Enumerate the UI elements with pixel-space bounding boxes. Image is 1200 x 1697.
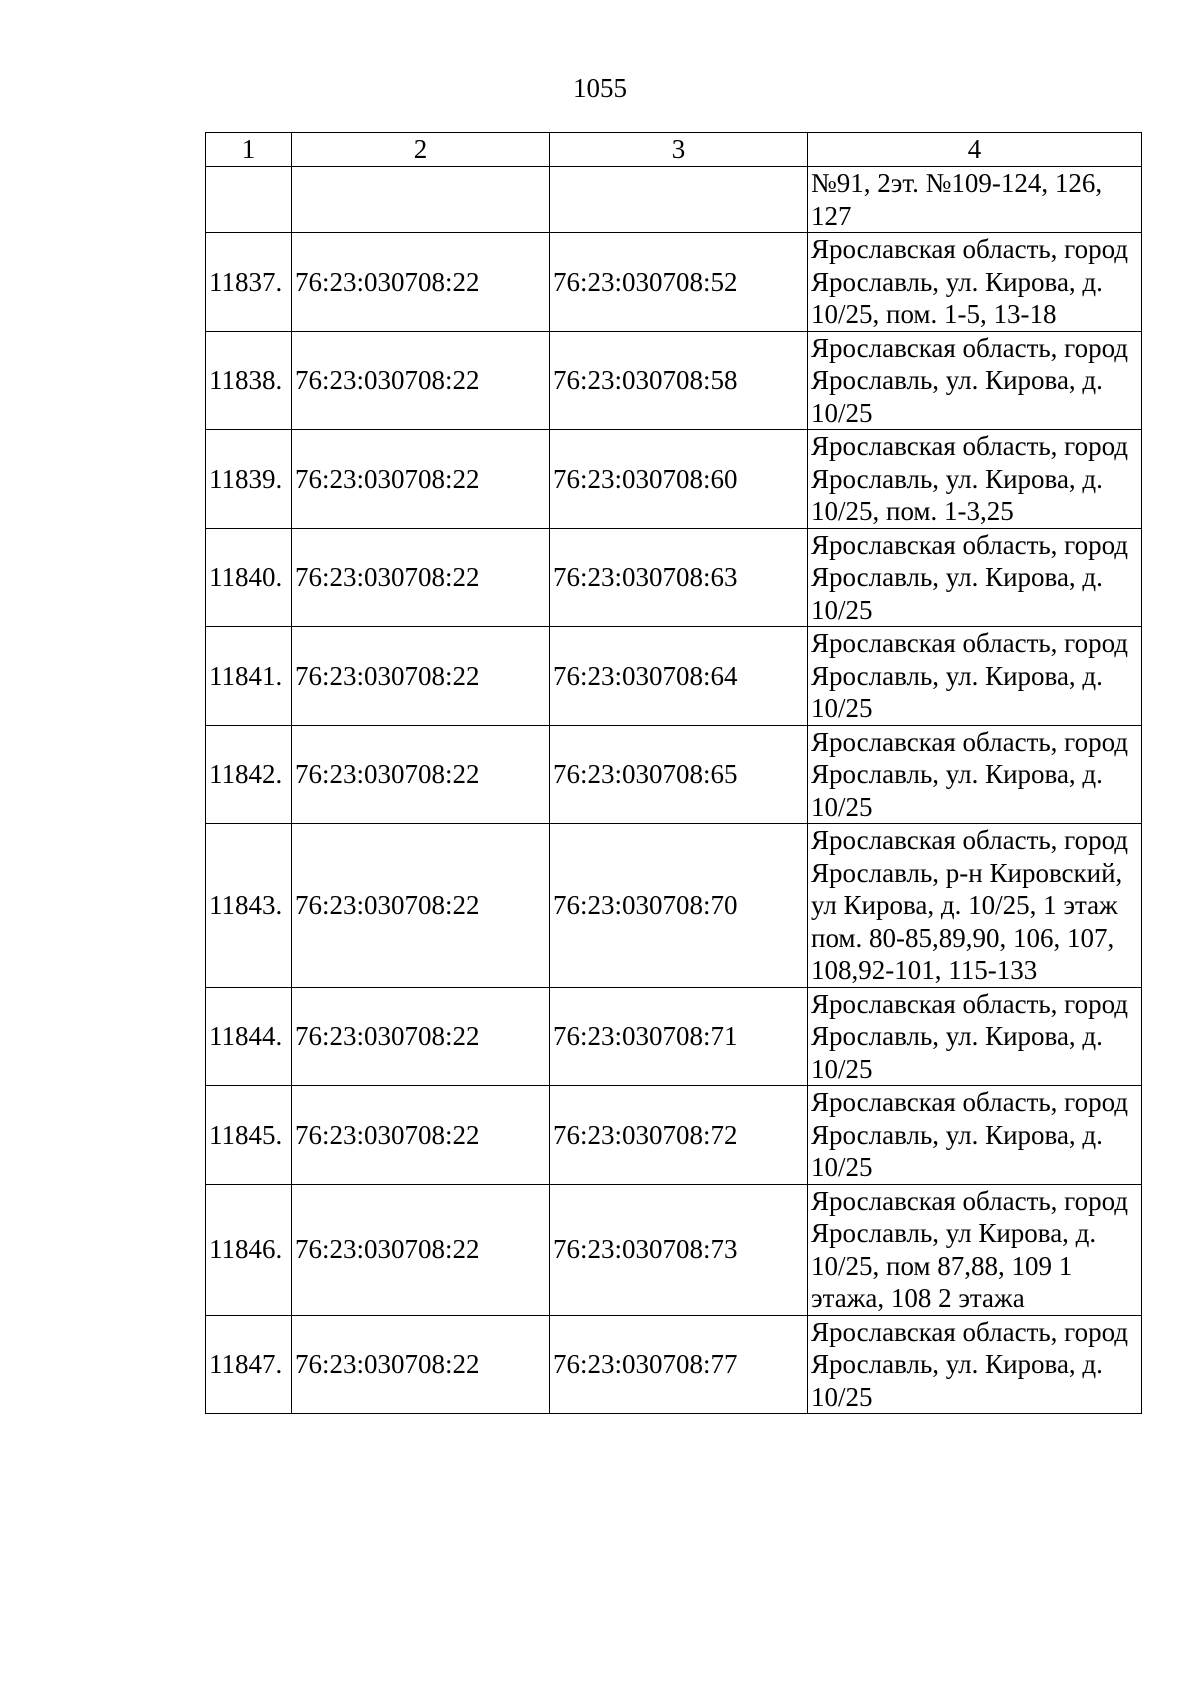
table-row <box>206 627 1142 726</box>
parcel-cadastral-number: 76:23:030708:22 <box>292 1086 550 1185</box>
row-number: 11845. <box>206 1086 292 1185</box>
address: Ярославская область, город Ярославль, ул. Кирова, д. 10/25, пом. 1-5, 13-18 <box>808 233 1142 332</box>
parcel-cadastral-number: 76:23:030708:22 <box>292 725 550 824</box>
object-cadastral-number: 76:23:030708:58 <box>550 331 808 430</box>
address: №91, 2эт. №109-124, 126, 127 <box>808 167 1142 233</box>
address: Ярославская область, город Ярославль, ул Кирова, д. 10/25, пом 87,88, 109 1 этажа, 108 2 этажа <box>808 1184 1142 1315</box>
parcel-cadastral-number: 76:23:030708:22 <box>292 627 550 726</box>
object-cadastral-number: 76:23:030708:73 <box>550 1184 808 1315</box>
continuation-row <box>206 167 1142 233</box>
parcel-cadastral-number: 76:23:030708:22 <box>292 824 550 988</box>
column-header-4: 4 <box>808 133 1142 167</box>
address: Ярославская область, город Ярославль, р-н Кировский, ул Кирова, д. 10/25, 1 этаж пом. 80-85,89,90, 106, 107, 108,92-101, 115-133 <box>808 824 1142 988</box>
object-cadastral-number <box>550 167 808 233</box>
object-cadastral-number: 76:23:030708:72 <box>550 1086 808 1185</box>
parcel-cadastral-number: 76:23:030708:22 <box>292 528 550 627</box>
table-row <box>206 528 1142 627</box>
row-number <box>206 167 292 233</box>
parcel-cadastral-number: 76:23:030708:22 <box>292 1184 550 1315</box>
table-row <box>206 1086 1142 1185</box>
row-number: 11843. <box>206 824 292 988</box>
address: Ярославская область, город Ярославль, ул. Кирова, д. 10/25 <box>808 528 1142 627</box>
row-number: 11840. <box>206 528 292 627</box>
column-header-3: 3 <box>550 133 808 167</box>
table-row <box>206 430 1142 529</box>
row-number: 11842. <box>206 725 292 824</box>
address: Ярославская область, город Ярославль, ул. Кирова, д. 10/25 <box>808 627 1142 726</box>
address: Ярославская область, город Ярославль, ул. Кирова, д. 10/25, пом. 1-3,25 <box>808 430 1142 529</box>
registry-table <box>205 132 1142 1414</box>
object-cadastral-number: 76:23:030708:60 <box>550 430 808 529</box>
parcel-cadastral-number: 76:23:030708:22 <box>292 1315 550 1414</box>
parcel-cadastral-number: 76:23:030708:22 <box>292 233 550 332</box>
parcel-cadastral-number <box>292 167 550 233</box>
parcel-cadastral-number: 76:23:030708:22 <box>292 331 550 430</box>
row-number: 11837. <box>206 233 292 332</box>
row-number: 11839. <box>206 430 292 529</box>
object-cadastral-number: 76:23:030708:52 <box>550 233 808 332</box>
row-number: 11846. <box>206 1184 292 1315</box>
row-number: 11841. <box>206 627 292 726</box>
object-cadastral-number: 76:23:030708:64 <box>550 627 808 726</box>
header-row <box>206 133 1142 167</box>
address: Ярославская область, город Ярославль, ул. Кирова, д. 10/25 <box>808 725 1142 824</box>
table-row <box>206 987 1142 1086</box>
table-row <box>206 233 1142 332</box>
address: Ярославская область, город Ярославль, ул. Кирова, д. 10/25 <box>808 987 1142 1086</box>
object-cadastral-number: 76:23:030708:77 <box>550 1315 808 1414</box>
table-row <box>206 331 1142 430</box>
address: Ярославская область, город Ярославль, ул. Кирова, д. 10/25 <box>808 1315 1142 1414</box>
row-number: 11844. <box>206 987 292 1086</box>
parcel-cadastral-number: 76:23:030708:22 <box>292 430 550 529</box>
table-row <box>206 824 1142 988</box>
page-number: 1055 <box>573 73 627 103</box>
parcel-cadastral-number: 76:23:030708:22 <box>292 987 550 1086</box>
table-row <box>206 1184 1142 1315</box>
address: Ярославская область, город Ярославль, ул. Кирова, д. 10/25 <box>808 331 1142 430</box>
object-cadastral-number: 76:23:030708:65 <box>550 725 808 824</box>
object-cadastral-number: 76:23:030708:70 <box>550 824 808 988</box>
row-number: 11847. <box>206 1315 292 1414</box>
row-number: 11838. <box>206 331 292 430</box>
address: Ярославская область, город Ярославль, ул. Кирова, д. 10/25 <box>808 1086 1142 1185</box>
object-cadastral-number: 76:23:030708:71 <box>550 987 808 1086</box>
column-header-2: 2 <box>292 133 550 167</box>
table-row <box>206 1315 1142 1414</box>
table-row <box>206 725 1142 824</box>
column-header-1: 1 <box>206 133 292 167</box>
object-cadastral-number: 76:23:030708:63 <box>550 528 808 627</box>
